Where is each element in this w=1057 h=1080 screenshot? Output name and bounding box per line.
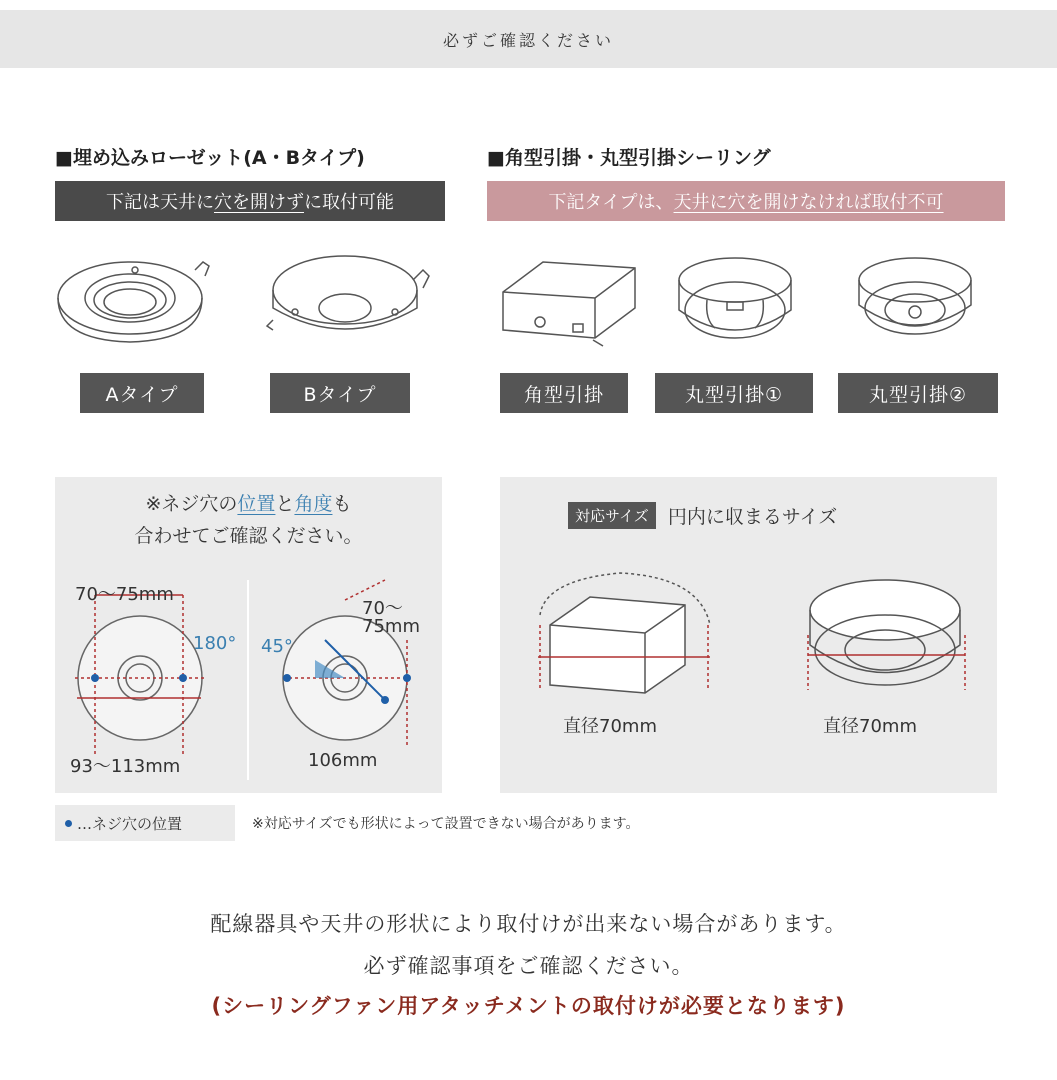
screw-hole-dot: [91, 674, 99, 682]
diameter-right: 直径70mm: [823, 716, 917, 737]
left-bottom-dimension: 93～113mm: [70, 756, 181, 777]
right-banner: 下記タイプは、 天井に穴を開けなければ 取付不可: [487, 181, 1005, 221]
size-footnote: ※対応サイズでも形状によって設置できない場合があります。: [252, 816, 640, 832]
size-text: 円内に収まるサイズ: [667, 506, 838, 528]
square-size-illustration: [538, 573, 710, 693]
label-round-hook-2: 丸型引掛②: [838, 373, 998, 413]
screw-dot-icon: [65, 820, 72, 827]
header-bar: [0, 10, 1057, 68]
round-size-illustration: [808, 580, 965, 690]
bottom-warning-line2: 必ず確認事項をご確認ください。: [363, 954, 694, 978]
diameter-left: 直径70mm: [563, 716, 657, 737]
right-top-dimension-1: 70～: [362, 598, 403, 619]
left-top-dimension: 70～75mm: [75, 584, 174, 605]
right-top-dimension-2: 75mm: [362, 616, 420, 637]
label-square-hook: 角型引掛: [500, 373, 628, 413]
size-badge: 対応サイズ: [568, 502, 656, 529]
bottom-warning-line3: (シーリングファン用アタッチメントの取付けが必要となります): [211, 994, 846, 1018]
size-heading: [568, 502, 837, 529]
screw-hole-dot: [403, 674, 411, 682]
size-illustrations: [520, 565, 980, 705]
round-ceiling-1-illustration: [679, 258, 791, 338]
label-a-type: Aタイプ: [80, 373, 204, 413]
label-b-type: Bタイプ: [270, 373, 410, 413]
rosette-b-illustration: [267, 256, 429, 330]
screw-note: ※ネジ穴の位置と角度も 合わせてご確認ください。: [134, 493, 363, 547]
right-angle: 45°: [261, 636, 293, 657]
label-round-hook-1: 丸型引掛①: [655, 373, 813, 413]
screw-hole-dot: [381, 696, 389, 704]
left-banner: 下記は天井に 穴を開けず に取付可能: [55, 181, 445, 221]
bottom-warning-line1: 配線器具や天井の形状により取付けが出来ない場合があります。: [210, 912, 847, 936]
right-section-title: ■角型引掛・丸型引掛シーリング: [487, 147, 771, 169]
screw-hole-dot: [283, 674, 291, 682]
round-ceiling-2-illustration: [859, 258, 971, 334]
rosette-a-illustration: [58, 262, 209, 342]
header-title: 必ずご確認ください: [442, 30, 614, 50]
screw-hole-dot: [179, 674, 187, 682]
screw-legend: …ネジ穴の位置: [55, 805, 235, 841]
product-illustrations: [55, 250, 1005, 360]
right-bottom-dimension: 106mm: [308, 750, 378, 771]
square-ceiling-illustration: [503, 262, 635, 346]
left-section-title: ■埋め込みローゼット(A・Bタイプ): [55, 147, 365, 169]
left-angle: 180°: [193, 633, 237, 654]
